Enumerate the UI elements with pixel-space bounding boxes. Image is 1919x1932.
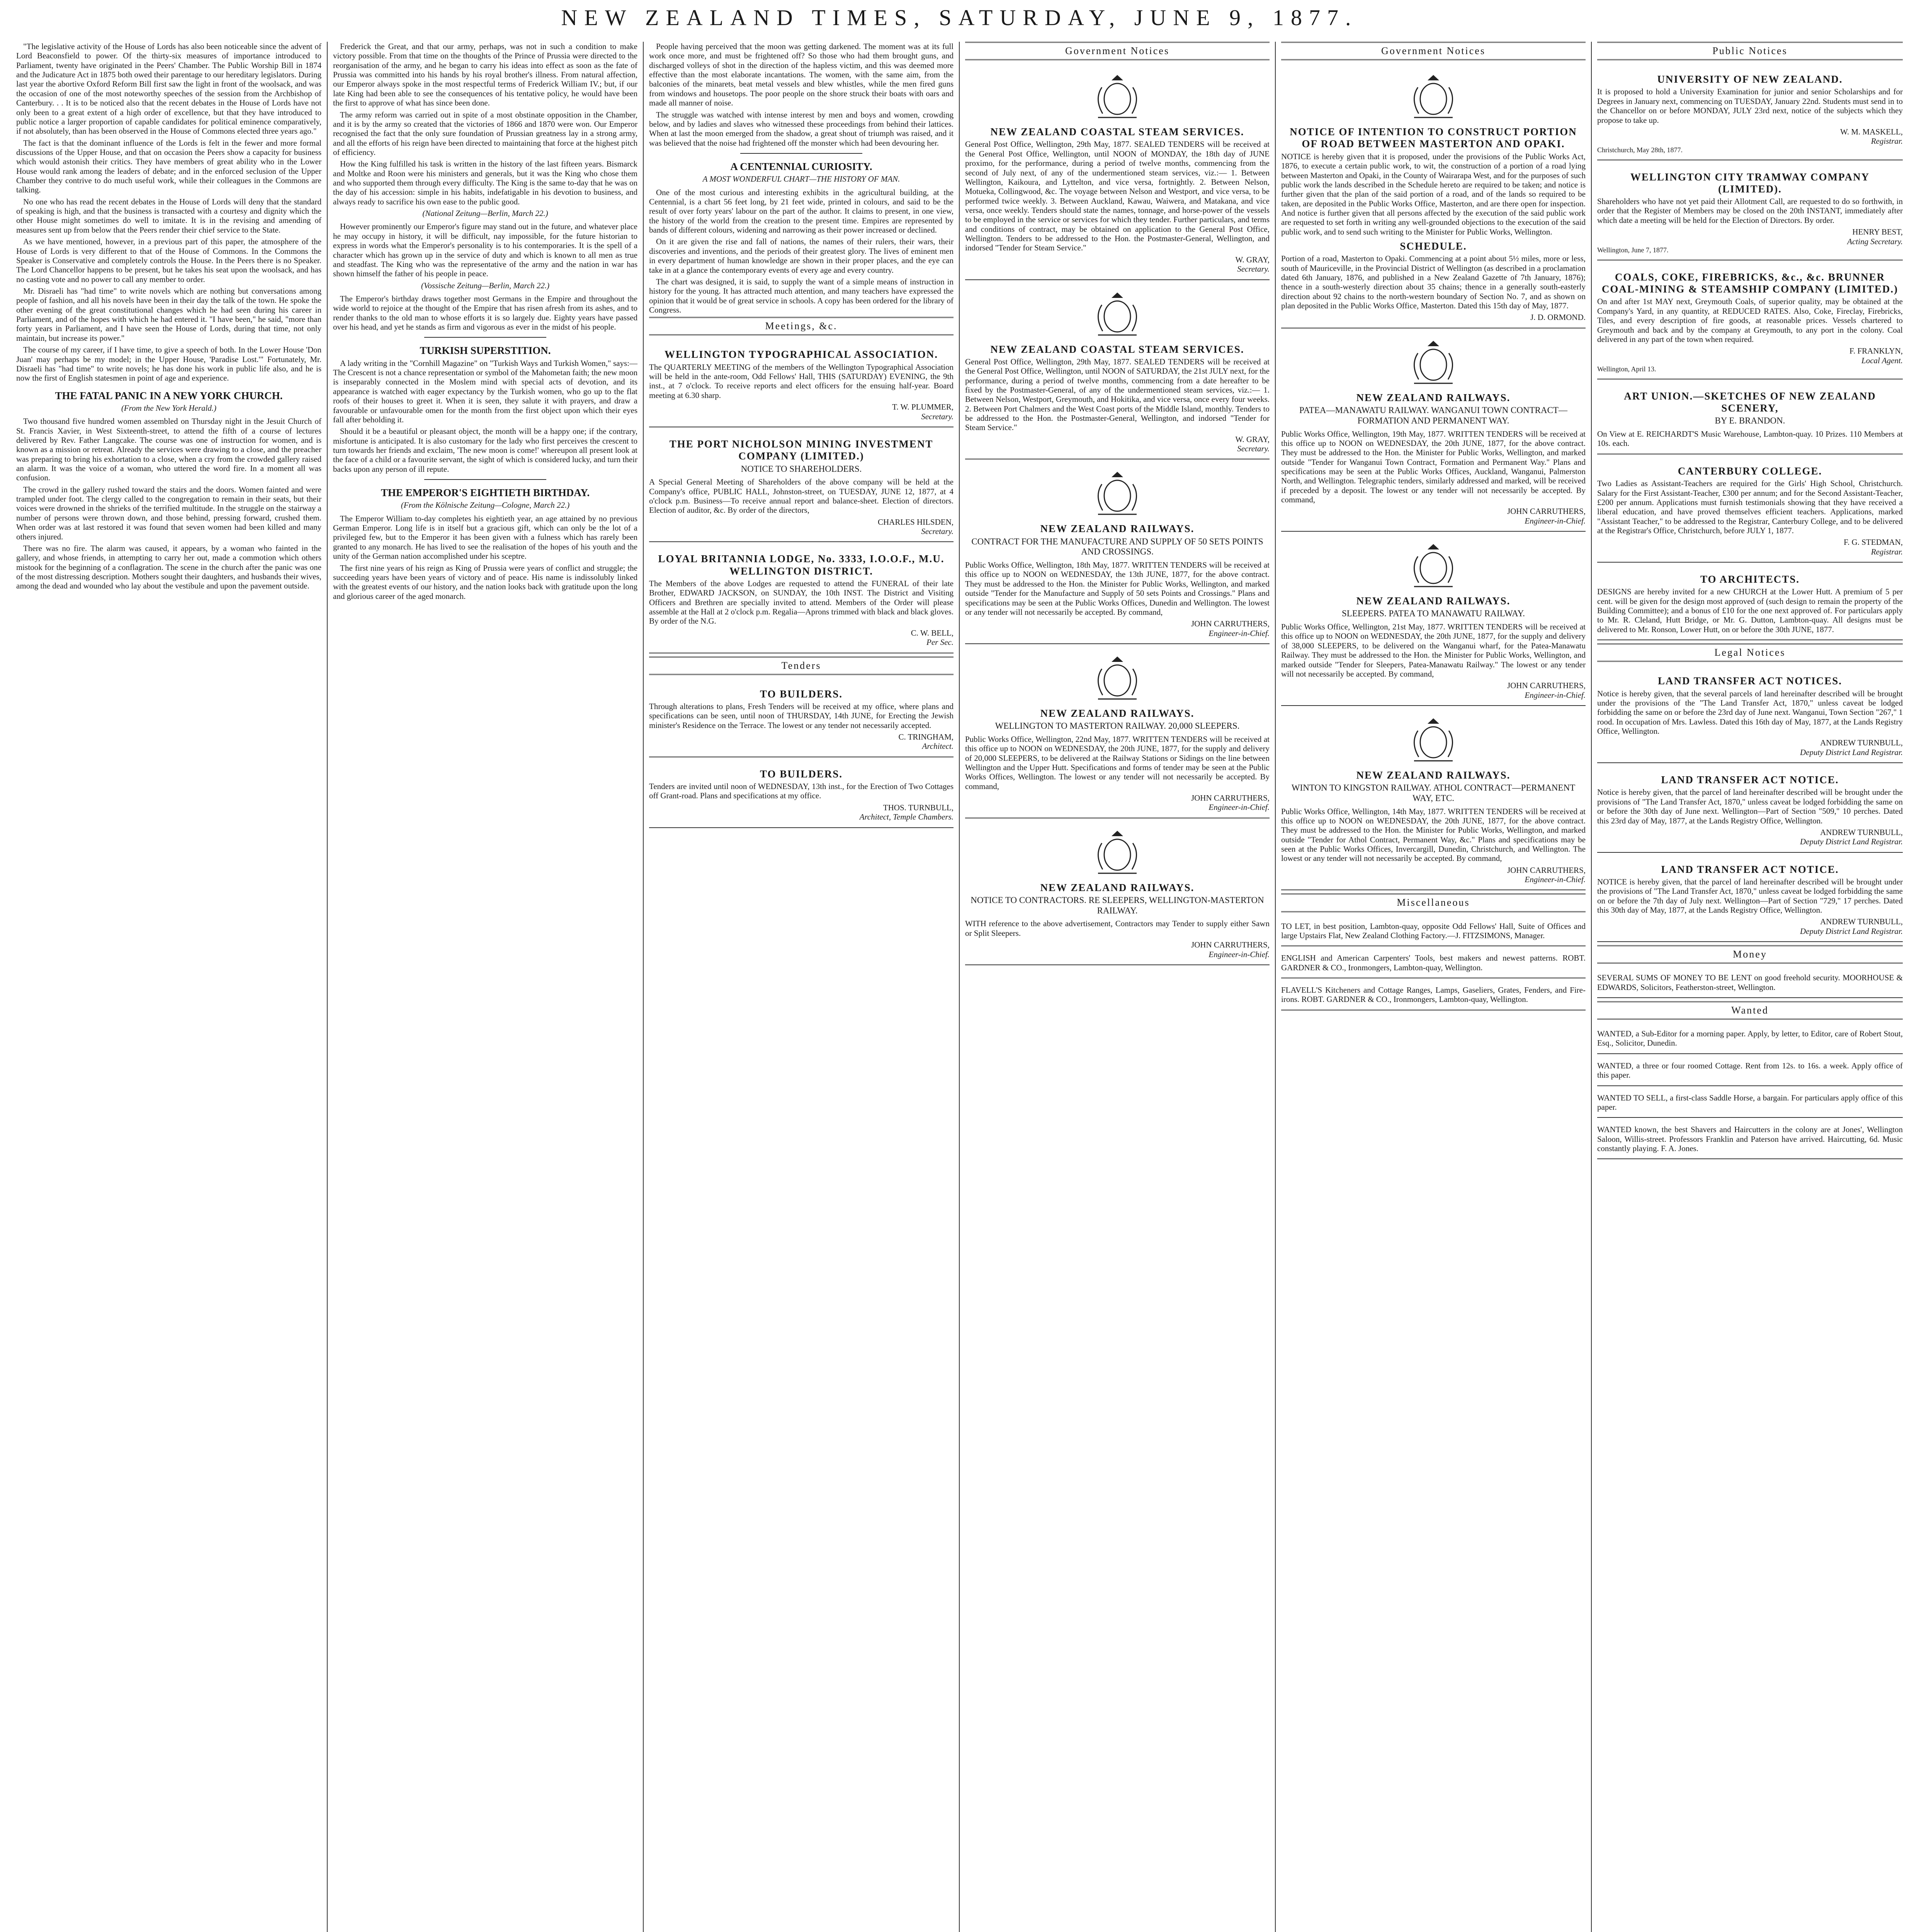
section-heading-money: Money: [1597, 945, 1903, 964]
paragraph: One of the most curious and interesting exhibits in the agricultural building, at the Centennial, is a chart 56 feet long, by 21 feet wide, printed in colours, and said to be the result of over forty years' labour on the part of the author. It claims to present, in one view, the history of the world from the creation to the present time. Empires are represented by bands of different colours, widening and narrowing as their power increased or declined.: [649, 187, 954, 235]
article-source: (Vossische Zeitung—Berlin, March 22.): [421, 281, 550, 290]
ad-body: SEVERAL SUMS OF MONEY TO BE LENT on good freehold security. MOORHOUSE & EDWARDS, Solicitors, Featherston-street, Wellington.: [1597, 973, 1903, 992]
notice-place-date: Christchurch, May 28th, 1877.: [1597, 146, 1683, 154]
notice-signature: T. W. PLUMMER,: [892, 402, 954, 412]
notice-signature: CHARLES HILSDEN,: [877, 517, 954, 527]
notice-title: LOYAL BRITANNIA LODGE, No. 3333, I.O.O.F., M.U. WELLINGTON DISTRICT.: [658, 553, 945, 577]
classified-ad: [1597, 1121, 1903, 1159]
government-notice: [965, 283, 1270, 460]
paragraph: The fact is that the dominant influence of the Lords is felt in the fewer and more formal discussions of the Upper House, and that on occasion the Peers show a capacity for business which would astonish their critics. They have members of great ability who in the Lower House would rank among the leaders of debate; and in the enforced seclusion of the Upper Chamber they contrive to do much useful work, while their colleagues in the Commons are talking.: [16, 138, 321, 195]
notice-signature: THOS. TURNBULL,: [883, 803, 954, 812]
classified-ad: [1597, 1057, 1903, 1086]
royal-coat-of-arms-icon: [1079, 653, 1156, 704]
section-heading-legal-notices: Legal Notices: [1597, 643, 1903, 662]
masthead-title: NEW ZEALAND TIMES, SATURDAY, JUNE 9, 1877.: [561, 5, 1358, 30]
notice-title: WELLINGTON CITY TRAMWAY COMPANY (LIMITED).: [1630, 171, 1870, 195]
public-notice: [1597, 566, 1903, 640]
paragraph: The first nine years of his reign as King of Prussia were years of conflict and struggle; the succeeding years have been years of victory and of peace. His name is indissolubly linked with the greatest events of our history, and the nation looks back with gratitude upon the long and glorious career of the aged monarch.: [333, 563, 637, 601]
notice-title: ART UNION.—SKETCHES OF NEW ZEALAND SCENERY,: [1624, 390, 1876, 414]
notice-body: General Post Office, Wellington, 29th May, 1877. SEALED TENDERS will be received at the General Post Office, Wellington, until NOON of MONDAY, the 18th day of JUNE proximo, for the performance, during a period of twelve months, commencing from the second of July next, of any of the undermentioned steam services, viz.:— 1. Between Wellington, Kaikoura, and Lyttelton, and vice versa, fortnightly. 2. Between Nelson, Motueka, Collingwood, &c. The voyage between Nelson and Westport, and vice versa, to be performed twice weekly. 3. Between Auckland, Kawau, Waiwera, and Matakana, and vice versa, once weekly. Tenders should state the names, tonnage, and horse-power of the vessels to be employed in the service or services for which they tender. Further particulars, and terms and conditions of contract, may be obtained on application to the General Post Office, Wellington. Tenders to be addressed to the Hon. the Postmaster-General, Wellington, and indorsed "Tender for Steam Service.": [965, 139, 1270, 253]
notice-title: TO BUILDERS.: [760, 768, 843, 780]
notice-body: Notice is hereby given, that the parcel of land hereinafter described will be brought under the provisions of "The Land Transfer Act, 1870," unless caveat be lodged forbidding the same on or before the 30th day of June next. Wellington—Part of Section "509," 10 perches. Dated this 23rd day of May, 1877, at the Lands Registry Office, Wellington.: [1597, 787, 1903, 825]
notice-signature: F. FRANKLYN,: [1849, 346, 1903, 356]
notice-title: NEW ZEALAND RAILWAYS.: [1040, 707, 1195, 719]
notice-subtitle: NOTICE TO CONTRACTORS. RE SLEEPERS, WELLINGTON-MASTERTON RAILWAY.: [971, 895, 1264, 915]
notice-title: TO ARCHITECTS.: [1700, 573, 1800, 585]
government-notice: [1281, 66, 1586, 328]
notice-role: Deputy District Land Registrar.: [1800, 837, 1903, 847]
notice-body: NOTICE is hereby given, that the parcel of land hereinafter described will be brought under the provisions of "The Land Transfer Act, 1870," unless caveat be lodged forbidding the same on or before the 7th day of July next. Wellington—Part of Section "729," 17 perches. Dated this 30th day of May, 1877, at the Lands Registry Office, Wellington.: [1597, 877, 1903, 915]
notice-body: On and after 1st MAY next, Greymouth Coals, of superior quality, may be obtained at the Company's Yard, in any quantity, at REDUCED RATES. Also, Coke, Fireclay, Firebricks, Tiles, and every description of fire goods, at reasonable prices. Vessels chartered to Greymouth and back and by the company at Greymouth, to any port in the colony. Coal delivered in any part of the town when required.: [1597, 297, 1903, 344]
notice-place-date: Wellington, June 7, 1877.: [1597, 246, 1669, 254]
notice-role: Engineer-in-Chief.: [1525, 690, 1586, 700]
article-source: (From the New York Herald.): [121, 403, 217, 413]
royal-coat-of-arms-icon: [1395, 715, 1472, 765]
notice-title: NEW ZEALAND RAILWAYS.: [1356, 769, 1511, 781]
notice-body: The QUARTERLY MEETING of the members of the Wellington Typographical Association will be held in the ante-room, Odd Fellows' Hall, THIS (SATURDAY) EVENING, the 9th inst., at 7 o'clock. To receive reports and elect officers for the ensuing half-year. Board meeting at 6.30 sharp.: [649, 362, 954, 400]
column-3: [643, 42, 959, 1932]
notice-title: TO BUILDERS.: [760, 688, 843, 700]
government-notice: [965, 463, 1270, 644]
notice-body: Notice is hereby given, that the several parcels of land hereinafter described will be brought under the provisions of the "The Land Transfer Act, 1870," unless caveat be lodged forbidding the same on or before the 23rd day of June next. Wanganui, Town Section "267," 1 rood. In occupation of Mrs. Lawless. Dated this 16th day of May, 1877, at the Lands Registry Office, Wellington.: [1597, 689, 1903, 736]
government-notice: [965, 647, 1270, 818]
notice-title: LAND TRANSFER ACT NOTICES.: [1657, 675, 1843, 687]
notice-signature: W. GRAY,: [1235, 434, 1270, 444]
notice-signature: JOHN CARRUTHERS,: [1507, 507, 1586, 516]
tender-notice: [649, 760, 954, 828]
notice-body: Public Works Office, Wellington, 22nd May, 1877. WRITTEN TENDERS will be received at this office up to NOON on WEDNESDAY, the 20th JUNE, 1877, for the supply and delivery of 20,000 SLEEPERS, to be delivered at the Railway Stations or Sidings on the line between Wellington and the Upper Hutt. Specifications and forms of tender may be seen at the Public Works Offices, Wellington. The lowest or any tender will not necessarily be accepted. By command,: [965, 734, 1270, 791]
notice-place-date: Wellington, April 13.: [1597, 365, 1656, 373]
notice-signature: JOHN CARRUTHERS,: [1191, 793, 1270, 803]
notice-role: Engineer-in-Chief.: [1525, 516, 1586, 526]
paragraph: On it are given the rise and fall of nations, the names of their rulers, their wars, their discoveries and inventions, and the periods of their greatest glory. The lives of eminent men in every department of human knowledge are shown in their proper places, and the eye can take in at a glance the contemporary events of every age and every country.: [649, 237, 954, 275]
royal-coat-of-arms-icon: [1079, 72, 1156, 122]
classified-ad: [1597, 969, 1903, 998]
notice-role: Architect, Temple Chambers.: [859, 812, 954, 822]
notice-title: NEW ZEALAND COASTAL STEAM SERVICES.: [990, 343, 1244, 355]
notice-body: Two Ladies as Assistant-Teachers are required for the Girls' High School, Christchurch. Salary for the First Assistant-Teacher, £300 per annum; and for the Second Assistant-Teacher, £200 per annum. Applications must furnish testimonials showing that they have received a liberal education, and have proved themselves efficient teachers. Applications, marked "Assistant Teacher," to be addressed to the Registrar, Canterbury College, and to be delivered at the Registrar's Office, Christchurch, before JULY 1, 1877.: [1597, 479, 1903, 535]
notice-role: Secretary.: [921, 412, 954, 421]
article-subheading: A MOST WONDERFUL CHART—THE HISTORY OF MAN.: [702, 174, 900, 184]
royal-coat-of-arms-icon: [1079, 469, 1156, 519]
section-heading-meetings: Meetings, &c.: [649, 317, 954, 335]
paragraph: However prominently our Emperor's figure may stand out in the future, and whatever place he may occupy in history, it will be difficult, nay impossible, for the future historian to express in words what the Emperor's personality is to his contemporaries. It is the spell of a character which has grown up in the service of duty and which is known to all men as true and steadfast. The King who was the representative of the army and the nation in war has shown himself the father of his people in peace.: [333, 222, 637, 279]
notice-signature: JOHN CARRUTHERS,: [1507, 681, 1586, 690]
paragraph: The chart was designed, it is said, to supply the want of a simple means of instruction in history for the young. It has attracted much attention, and many teachers have expressed the opinion that it would be of great service in schools. A copy has been ordered for the library of Congress.: [649, 277, 954, 315]
government-notice: [1281, 332, 1586, 532]
notice-role: Engineer-in-Chief.: [1209, 628, 1270, 638]
paragraph: The struggle was watched with intense interest by men and boys and women, crowding below, and by ladies and slaves who witnessed these proceedings from behind their lattices. When at last the moon emerged from the shadow, a great shout of triumph was raised, and it was believed that the noise had frightened off the monster which had been devouring her.: [649, 110, 954, 148]
notice-body: Public Works Office, Wellington, 21st May, 1877. WRITTEN TENDERS will be received at this office up to NOON on WEDNESDAY, the 20th JUNE, 1877, for the supply and delivery of 38,000 SLEEPERS, to be delivered on the Wanganui wharf, for the Patea-Manawatu Railway. They must be addressed to the Hon. the Minister for Public Works, Wellington, and marked outside "Tender for Sleepers, Patea-Manawatu Railway." The lowest or any tender will not necessarily be accepted. By command,: [1281, 622, 1586, 679]
section-heading-tenders: Tenders: [649, 656, 954, 675]
notice-body: Public Works Office, Wellington, 19th May, 1877. WRITTEN TENDERS will be received at this office up to NOON on WEDNESDAY, the 20th JUNE, 1877, for the above contract. They must be addressed to the Hon. the Minister for Public Works, Wellington, and marked outside "Tender for Wanganui Town Contract, Formation and Permanent Way." Plans and specifications may be seen at the Public Works Offices, Auckland, Wanganui, Palmerston North, and Wellington. Telegraphic tenders, similarly addressed and marked, will be received if preceded by a deposit. The lowest or any tender will not necessarily be accepted. By command,: [1281, 429, 1586, 505]
schedule-heading: SCHEDULE.: [1400, 240, 1467, 252]
section-heading-miscellaneous: Miscellaneous: [1281, 893, 1586, 912]
meeting-notice: [649, 341, 954, 427]
article-source: (From the Kölnische Zeitung—Cologne, March 22.): [401, 500, 570, 510]
notice-role: Per Sec.: [926, 638, 954, 647]
legal-notice: [1597, 856, 1903, 942]
divider: [740, 153, 862, 154]
notice-subtitle: WELLINGTON TO MASTERTON RAILWAY. 20,000 SLEEPERS.: [995, 721, 1240, 731]
notice-title: NEW ZEALAND RAILWAYS.: [1356, 391, 1511, 403]
paragraph: People having perceived that the moon was getting darkened. The moment was at its full work once more, and must be frightened off? So those who had them brought guns, and discharged volleys of shot in the direction of the hapless victim, and this was deemed more effective than the most elaborate incantations. The women, with the same aim, from the balconies of the minarets, beat metal vessels and blew whistles, while the men fired guns from windows and housetops. The poor people on the shore struck their boats with oars and made all manner of noise.: [649, 42, 954, 108]
notice-title: LAND TRANSFER ACT NOTICE.: [1661, 774, 1839, 786]
notice-role: Secretary.: [1237, 444, 1270, 454]
notice-title: THE PORT NICHOLSON MINING INVESTMENT COMPANY (LIMITED.): [669, 438, 933, 462]
notice-signature: ANDREW TURNBULL,: [1820, 917, 1903, 927]
government-notice: [965, 66, 1270, 280]
paragraph: As we have mentioned, however, in a previous part of this paper, the atmosphere of the House of Lords is very different to that of the House of Commons. In the Commons the Speaker is Conservative and completely controls the House. In the Peers there is no Speaker. The Lord Chancellor happens to be present, but he takes his seat upon the woolsack, and has no casting vote and no power to call any member to order.: [16, 237, 321, 284]
notice-title: CANTERBURY COLLEGE.: [1678, 465, 1822, 477]
notice-body: Shareholders who have not yet paid their Allotment Call, are requested to do so forthwith, in order that the Register of Members may be closed on the 20th INSTANT, immediately after which date a meeting will be held for the Election of Directors. By order.: [1597, 197, 1903, 225]
notice-subtitle: PATEA—MANAWATU RAILWAY. WANGANUI TOWN CONTRACT—FORMATION AND PERMANENT WAY.: [1299, 405, 1567, 425]
public-notice: [1597, 457, 1903, 563]
notice-role: Local Agent.: [1861, 355, 1903, 365]
paragraph: The Emperor William to-day completes his eightieth year, an age attained by no previous German Emperor. Long life is in itself but a gracious gift, which can only be the lot of a privileged few, but to the Emperor it has been given with a fulness which has rarely been granted to any monarch. He has lived to see the realisation of the hopes of his youth and the unity of the German nation accomplished under his sceptre.: [333, 514, 637, 561]
notice-role: Registrar.: [1871, 547, 1903, 556]
column-2: [327, 42, 643, 1932]
classified-ad: [1281, 981, 1586, 1010]
classified-ad: [1281, 918, 1586, 947]
notice-role: Secretary.: [921, 527, 954, 536]
notice-body: WITH reference to the above advertisement, Contractors may Tender to supply either Sawn or Split Sleepers.: [965, 919, 1270, 938]
notice-body: It is proposed to hold a University Examination for junior and senior Scholarships and for Degrees in January next, commencing on TUESDAY, January 22nd. Students must send in to the Chancellor on or before MONDAY, JULY 23rd next, notice of the subjects which they propose to take up.: [1597, 87, 1903, 125]
notice-body: Public Works Office, Wellington, 14th May, 1877. WRITTEN TENDERS will be received at this office up to NOON on WEDNESDAY, the 20th JUNE, 1877, for the above contract. They must be addressed to the Hon. the Minister for Public Works, Wellington, and marked outside "Tender for Athol Contract, Permanent Way, &c." Plans and specifications may be seen at the Public Works Offices, Invercargill, Dunedin, Christchurch, and Wellington. The lowest or any tender will not necessarily be accepted. By command,: [1281, 806, 1586, 863]
royal-coat-of-arms-icon: [1395, 541, 1472, 591]
notice-signature: JOHN CARRUTHERS,: [1191, 619, 1270, 629]
notice-subtitle: SLEEPERS. PATEA TO MANAWATU RAILWAY.: [1342, 609, 1525, 619]
paragraph: Two thousand five hundred women assembled on Thursday night in the Jesuit Church of St. Francis Xavier, in West Sixteenth-street, to attend the fifth of a course of lectures delivered by Rev. Father Langcake. The course was one of instruction for women, and is known as a mission or retreat. Already the services were drawing to a close, and the preacher was preparing to bring his exhortation to a close, when a cry from the crowded gallery raised an alarm. It was the voice of a woman, who uttered the word fire. In a moment all was confusion.: [16, 417, 321, 483]
ad-body: ENGLISH and American Carpenters' Tools, best makers and newest patterns. ROBT. GARDNER & CO., Ironmongers, Lambton-quay, Wellington.: [1281, 953, 1586, 972]
paragraph: "The legislative activity of the House of Lords has also been noticeable since the advent of Lord Beaconsfield to power. Of the thirty-six measures of importance introduced to Parliament, twenty have originated in the Peers' Chamber. The Public Worship Bill in 1874 and the Judicature Act in 1875 both owed their parentage to our hereditary legislators. During last year the abortive Oxford Reform Bill first saw the light in front of the woolsack, and was the occasion of one of the most noteworthy speeches of the session from the Archbishop of Canterbury. . . It is to be noticed also that the recent debates in the House of Lords have not only been to a great extent of a high order of excellence, but that they have introduced to public notice a larger proportion of capable candidates for political eminence comparatively, if not absolutely, than has been observed in the House of Commons elected three years ago.": [16, 42, 321, 136]
section-heading-wanted: Wanted: [1597, 1001, 1903, 1020]
royal-coat-of-arms-icon: [1079, 289, 1156, 340]
schedule-body: Portion of a road, Masterton to Opaki. Commencing at a point about 5½ miles, more or less, south of Mauriceville, in the Provincial District of Wellington (as described in a proclamation dated 6th January, 1876, and published in a New Zealand Gazette of 7th January, 1876); thence in a south-westerly direction about 35 chains; thence in a generally south-easterly direction about 92 chains to the north-western boundary of Section No. 7, and as shown on plan deposited in the Public Works Office, Masterton. Dated this 15th day of May, 1877.: [1281, 254, 1586, 311]
notice-body: The Members of the above Lodges are requested to attend the FUNERAL of their late Brother, EDWARD JACKSON, on SUNDAY, the 10th INST. The District and Visiting Officers and Brethren are specially invited to attend. Members of the Order will please assemble at the Hall at 2 o'clock p.m. Regalia—Aprons trimmed with black and black gloves. By order of the N.G.: [649, 579, 954, 626]
notice-subtitle: CONTRACT FOR THE MANUFACTURE AND SUPPLY OF 50 SETS POINTS AND CROSSINGS.: [971, 536, 1263, 557]
paragraph: Mr. Disraeli has "had time" to write novels which are nothing but conversations among people of fashion, and all his novels have been in their day the talk of the town. He spoke the other evening of the great constitutional changes which he had seen during his career in Parliament, and of the hopes with which he had entered it. "I have been," he said, "more than forty years in Parliament, and I have seen the House of Lords, during that time, not only maintain, but increase its power.": [16, 286, 321, 343]
notice-title: LAND TRANSFER ACT NOTICE.: [1661, 863, 1839, 875]
notice-body: A Special General Meeting of Shareholders of the above company will be held at the Company's office, PUBLIC HALL, Johnston-street, on TUESDAY, JUNE 12, 1877, at 4 o'clock p.m. Business—To receive annual report and balance-sheet. Election of directors. Election of auditor, &c. By order of the directors,: [649, 477, 954, 515]
tender-notice: [649, 680, 954, 757]
ad-body: TO LET, in best position, Lambton-quay, opposite Odd Fellows' Hall, Suite of Offices and large Upstairs Flat, New Zealand Clothing Factory.—J. FITZSIMONS, Manager.: [1281, 921, 1586, 940]
notice-body: Through alterations to plans, Fresh Tenders will be received at my office, where plans and specifications can be seen, until noon of THURSDAY, 14th JUNE, for Erecting the Jewish minister's Residence on the Terrace. The lowest or any tender not necessarily accepted.: [649, 701, 954, 730]
royal-coat-of-arms-icon: [1395, 72, 1472, 122]
notice-title: NEW ZEALAND RAILWAYS.: [1040, 523, 1195, 535]
notice-signature: W. M. MASKELL,: [1840, 127, 1903, 136]
government-notice: [1281, 535, 1586, 706]
ad-body: WANTED TO SELL, a first-class Saddle Horse, a bargain. For particulars apply office of this paper.: [1597, 1093, 1903, 1112]
ad-body: FLAVELL'S Kitcheners and Cottage Ranges, Lamps, Gaseliers, Grates, Fenders, and Fire-irons. ROBT. GARDNER & CO., Ironmongers, Lambton-quay, Wellington.: [1281, 985, 1586, 1004]
notice-title: NOTICE OF INTENTION TO CONSTRUCT PORTION OF ROAD BETWEEN MASTERTON AND OPAKI.: [1290, 126, 1577, 150]
notice-role: Acting Secretary.: [1847, 236, 1903, 246]
legal-notice: [1597, 667, 1903, 763]
notice-signature: JOHN CARRUTHERS,: [1507, 865, 1586, 875]
notice-role: Registrar.: [1871, 136, 1903, 146]
notice-signature: C. TRINGHAM,: [898, 732, 954, 742]
notice-role: Architect.: [922, 742, 954, 751]
article-heading: A CENTENNIAL CURIOSITY.: [730, 160, 872, 172]
notice-role: Engineer-in-Chief.: [1209, 949, 1270, 959]
meeting-notice: [649, 430, 954, 542]
notice-subtitle: WINTON TO KINGSTON RAILWAY. ATHOL CONTRACT—PERMANENT WAY, ETC.: [1291, 783, 1576, 803]
notice-signature: C. W. BELL,: [911, 628, 954, 638]
public-notice: [1597, 163, 1903, 260]
divider: [424, 337, 546, 338]
public-notice: [1597, 264, 1903, 379]
notice-title: WELLINGTON TYPOGRAPHICAL ASSOCIATION.: [665, 349, 938, 361]
paragraph: A lady writing in the "Cornhill Magazine" on "Turkish Ways and Turkish Women," says:—The Crescent is not a chance representation or symbol of the Mahometan faith; the new moon is inseparably connected in the Moslem mind with special acts of devotion, and its appearance is watched with eager expectancy by the Turkish women, who go up to the flat roofs of their houses to greet it. When it is seen, they salute it with prayers, and draw a favourable or unfavourable omen for the month from the first object upon which their eyes fall after beholding it.: [333, 358, 637, 424]
article-heading: THE FATAL PANIC IN A NEW YORK CHURCH.: [55, 389, 283, 401]
notice-signature: ANDREW TURNBULL,: [1820, 738, 1903, 748]
article-heading: TURKISH SUPERSTITION.: [420, 345, 551, 357]
notice-body: On View at E. REICHARDT'S Music Warehouse, Lambton-quay. 10 Prizes. 110 Members at 10s. each.: [1597, 429, 1903, 448]
column-6: [1591, 42, 1908, 1932]
column-1: [11, 42, 327, 1932]
notice-subtitle: BY E. BRANDON.: [1715, 416, 1785, 426]
notice-role: Engineer-in-Chief.: [1209, 803, 1270, 812]
meeting-notice: [649, 545, 954, 653]
article-heading: THE EMPEROR'S EIGHTIETH BIRTHDAY.: [381, 487, 590, 499]
newspaper-columns: [11, 42, 1908, 1932]
paragraph: No one who has read the recent debates in the House of Lords will deny that the standard of speaking is high, and that the business is transacted with a courtesy and dignity which the other House might sometimes do well to imitate. It is in the revising and amending of measures sent up from below that the Peers render their chief service to the State.: [16, 197, 321, 235]
government-notice: [965, 821, 1270, 965]
notice-title: NEW ZEALAND RAILWAYS.: [1040, 881, 1195, 893]
notice-body: DESIGNS are hereby invited for a new CHURCH at the Lower Hutt. A premium of 5 per cent. will be given for the design most approved of (such design to remain the property of the Building Committee); and a bonus of £10 for the one next approved of. For particulars apply to Mr. R. Cleland, Hutt Bridge, or Mr. G. Dutton, Lambton-quay. All designs must be delivered to Mr. Ronson, Lower Hutt, on or before the 30th JUNE, 1877.: [1597, 587, 1903, 634]
paragraph: How the King fulfilled his task is written in the history of the last fifteen years. Bismarck and Moltke and Roon were his ministers and generals, but it was the King who chose them and who supported them through every difficulty. The King is the same to-day that he was on the day of his accession: simple in his habits, indefatigable in his devotion to business, and always ready to sacrifice his own ease to the public good.: [333, 159, 637, 206]
section-heading-government-notices: Government Notices: [1281, 42, 1586, 60]
notice-signature: J. D. ORMOND.: [1530, 313, 1586, 322]
notice-body: Public Works Office, Wellington, 18th May, 1877. WRITTEN TENDERS will be received at this office up to NOON on WEDNESDAY, the 13th JUNE, 1877, for the above contract. They must be addressed to the Hon. the Minister for Public Works, Wellington, and marked outside "Tender for the Manufacture and Supply of 50 sets Points and Crossings." Plans and specifications may be seen at the Public Works Offices, Dunedin and Wellington. The lowest or any tender will not necessarily be accepted. By command,: [965, 560, 1270, 617]
notice-signature: W. GRAY,: [1235, 255, 1270, 264]
royal-coat-of-arms-icon: [1079, 828, 1156, 878]
ad-body: WANTED, a three or four roomed Cottage. Rent from 12s. to 16s. a week. Apply office of this paper.: [1597, 1061, 1903, 1080]
paragraph: There was no fire. The alarm was caused, it appears, by a woman who fainted in the gallery, and whose friends, in attempting to carry her out, made a commotion which others mistook for the beginning of a conflagration. The scene in the church after the panic was one of the most distressing description. Mothers sought their daughters, and husbands their wives, among the dead and wounded who lay about the vestibule and upon the pavement outside.: [16, 543, 321, 591]
notice-role: Secretary.: [1237, 264, 1270, 274]
notice-signature: HENRY BEST,: [1852, 227, 1903, 237]
paragraph: Should it be a beautiful or pleasant object, the month will be a happy one; if the contrary, misfortune is anticipated. It is also customary for the lady who first perceives the crescent to turn towards her friends and exclaim, 'The new moon is come!' whereupon all present look at the face of a child or a favourite servant, the sight of which is considered lucky, and turn their backs upon any person of ill repute.: [333, 427, 637, 474]
public-notice: [1597, 66, 1903, 160]
paragraph: The army reform was carried out in spite of a most obstinate opposition in the Chamber, and it is by the army so created that the victories of 1866 and 1870 were won. Our Emperor recognised the fact that the only sure foundation of Prussian greatness lay in a strong army, and all the efforts of his reign have been directed to maintaining that force at the highest pitch of efficiency.: [333, 110, 637, 157]
notice-subtitle: NOTICE TO SHAREHOLDERS.: [741, 464, 862, 474]
paragraph: The course of my career, if I have time, to give a speech of both. In the Lower House 'Don Juan' may perhaps be my model; in the Upper House, 'Paradise Lost.'" Fortunately, Mr. Disraeli has "had time" to write novels; he has done his work in public life also, and he is now the first of English statesmen in point of age and experience.: [16, 345, 321, 383]
public-notice: [1597, 383, 1903, 454]
notice-role: Deputy District Land Registrar.: [1800, 747, 1903, 757]
classified-ad: [1281, 949, 1586, 978]
column-5: [1275, 42, 1591, 1932]
notice-title: NEW ZEALAND RAILWAYS.: [1356, 595, 1511, 607]
notice-title: COALS, COKE, FIREBRICKS, &c., &c. BRUNNER COAL-MINING & STEAMSHIP COMPANY (LIMITED.): [1601, 271, 1899, 295]
notice-role: Engineer-in-Chief.: [1525, 875, 1586, 884]
divider: [424, 479, 546, 480]
paragraph: The Emperor's birthday draws together most Germans in the Empire and throughout the wide world to rejoice at the thought of the Empire that has risen afresh from its ashes, and to render thanks to the old man to whose efforts it is so largely due. Eighty years have passed over his head, and yet he stands as firm and vigorous as ever in the midst of his people.: [333, 294, 637, 332]
paragraph: Frederick the Great, and that our army, perhaps, was not in such a condition to make victory possible. From that time on the thoughts of the Prince of Prussia were directed to the reorganisation of the army, and he began to carry his ideas into effect as soon as the fate of Prussia was committed into his hands by his royal brother's illness. From natural affection, our Emperor always spoke in the most respectful terms of Frederick William IV.; but, if our late King had been able to see the consequences of his tentative policy, he would have been the first to approve of what has since been done.: [333, 42, 637, 108]
notice-body: NOTICE is hereby given that it is proposed, under the provisions of the Public Works Act, 1876, to execute a certain public work, to wit, the construction of a portion of a road lying between Masterton and Opaki, in the County of Wairarapa West, and for the purposes of such public work the lands described in the Schedule hereto are required to be taken; and notice is further given that the plan of the said portion of a road, and of the lands so required to be taken, are deposited in the Public Works Office, Masterton, and are there open for inspection. And notice is further given that all persons affected by the execution of the said public work are requested to set forth in writing any well-grounded objections to the execution of the said public work, and to send such writing to the Minister for Public Works, Wellington.: [1281, 151, 1586, 236]
legal-notice: [1597, 766, 1903, 852]
classified-ad: [1597, 1089, 1903, 1118]
classified-ad: [1597, 1025, 1903, 1054]
paragraph: The crowd in the gallery rushed toward the stairs and the doors. Women fainted and were trampled under foot. The clergy called to the congregation to remain in their seats, but their voices were drowned in the shrieks of the terrified multitude. In the struggle on the stairway a number of persons were thrown down, and those behind, pressing forward, crushed them. When order was at last restored it was found that seven women had been killed and many others injured.: [16, 485, 321, 541]
government-notice: [1281, 709, 1586, 891]
notice-signature: F. G. STEDMAN,: [1844, 537, 1903, 547]
notice-title: UNIVERSITY OF NEW ZEALAND.: [1657, 73, 1843, 85]
notice-role: Deputy District Land Registrar.: [1800, 926, 1903, 936]
notice-signature: ANDREW TURNBULL,: [1820, 827, 1903, 837]
ad-body: WANTED known, the best Shavers and Haircutters in the colony are at Jones', Wellington Saloon, Willis-street. Professors Franklin and Paterson have arrived. Haircutting, 6d. Music constantly playing. F. A. Jones.: [1597, 1125, 1903, 1153]
column-4: [959, 42, 1275, 1932]
section-heading-public-notices: Public Notices: [1597, 42, 1903, 60]
article-source: (National Zeitung—Berlin, March 22.): [422, 209, 548, 218]
section-heading-government-notices: Government Notices: [965, 42, 1270, 60]
notice-title: NEW ZEALAND COASTAL STEAM SERVICES.: [990, 126, 1244, 138]
notice-signature: JOHN CARRUTHERS,: [1191, 940, 1270, 950]
notice-body: Tenders are invited until noon of WEDNESDAY, 13th inst., for the Erection of Two Cottages off Grant-road. Plans and specifications at my office.: [649, 782, 954, 801]
ad-body: WANTED, a Sub-Editor for a morning paper. Apply, by letter, to Editor, care of Robert Stout, Esq., Solicitor, Dunedin.: [1597, 1029, 1903, 1048]
notice-body: General Post Office, Wellington, 29th May, 1877. SEALED TENDERS will be received at the General Post Office, Wellington, until NOON of SATURDAY, the 21st JULY next, for the performance, during a period of twelve months, commencing from a date hereafter to be fixed by the Postmaster-General, of any of the undermentioned steam services, viz.:— 1. Between Nelson, Westport, Greymouth, and Hokitika, and vice versa, once every four weeks. 2. Between Port Chalmers and the West Coast ports of the Middle Island, monthly. Tenders to be addressed to the Hon. the Postmaster-General, Wellington, and indorsed "Tender for Steam Service.": [965, 357, 1270, 432]
royal-coat-of-arms-icon: [1395, 338, 1472, 388]
